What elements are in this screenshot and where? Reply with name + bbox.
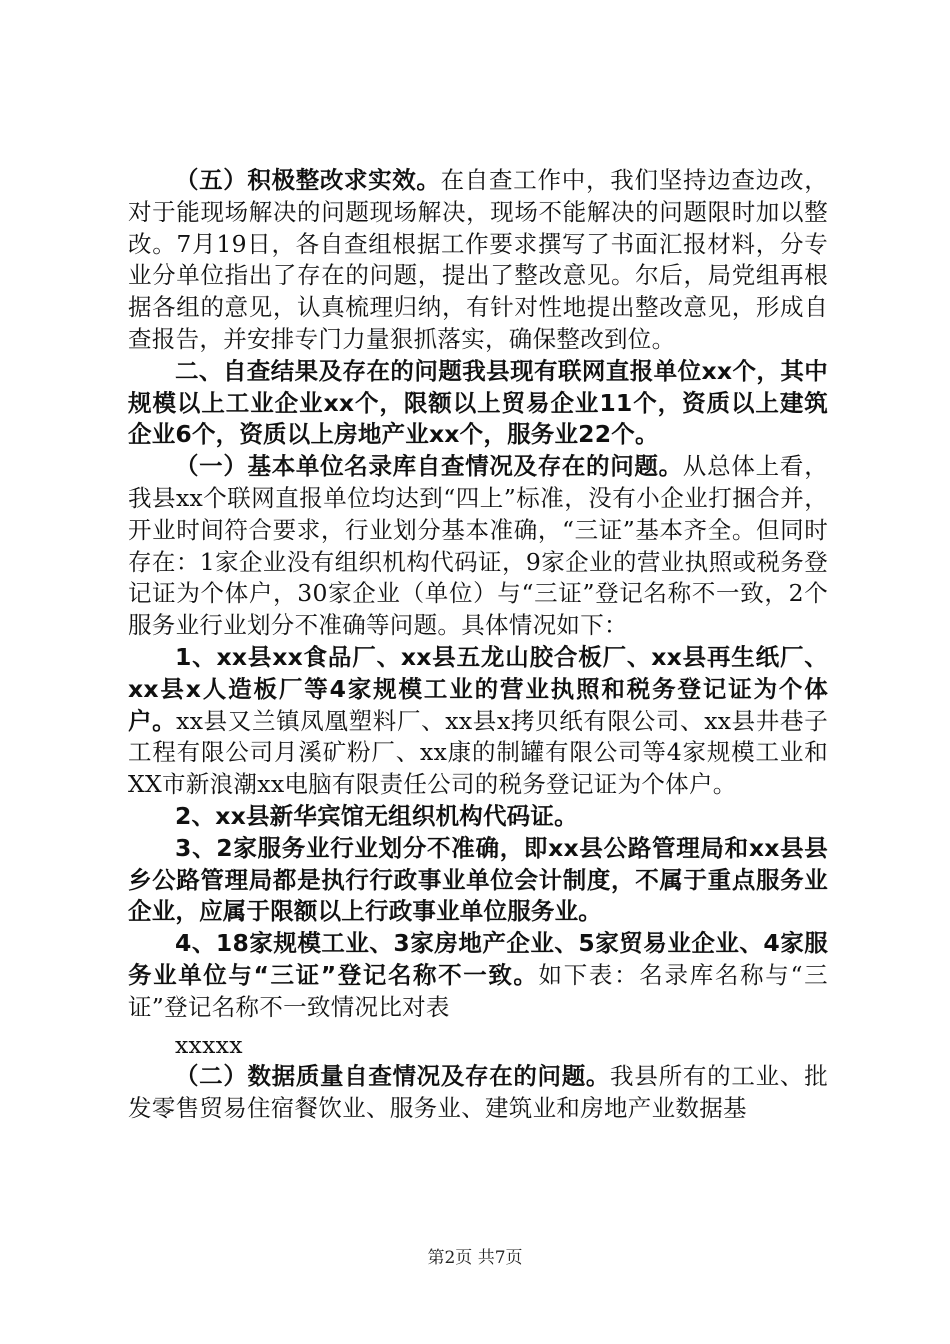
paragraph-text: 在自查工作中，我们坚持边查边改，对于能现场解决的问题现场解决，现场不能解决的问题限时加以整改。7月19日，各自查组根据工作要求撰写了书面汇报材料，分专业分单位指出了存在的问题，提出了整改意见。尔后，局党组再根据各组的意见，认真梳理归纳，有针对性地提出整改意见，形成自查报告，并安排专门力量狠抓落实，确保整改到位。 [128,166,828,353]
paragraph-basic-units [128,451,828,642]
page-number-footer: 第2页 共7页 [427,1248,523,1268]
list-item-lead: 3、2家服务业行业划分不准确，即xx县公路管理局和xx县县乡公路管理局都是执行行政事业单位会计制度，不属于重点服务业企业，应属于限额以上行政事业单位服务业。 [128,833,828,926]
subsection-heading-two: （二）数据质量自查情况及存在的问题。 [175,1062,611,1091]
paragraph-text: 我县所有的工业、批发零售贸易住宿餐饮业、服务业、建筑业和房地产业数据基 [128,1062,828,1123]
list-item-3 [128,833,828,928]
paragraph-text: 从总体上看，我县xx个联网直报单位均达到“四上”标准，没有小企业打捆合并，开业时间符合要求，行业划分基本准确，“三证”基本齐全。但同时存在：1家企业没有组织机构代码证，9家企业的营业执照或税务登记证为个体户，30家企业（单位）与“三证”登记名称不一致，2个服务业行业划分不准确等问题。具体情况如下： [128,452,828,640]
list-item-lead: 4、18家规模工业、3家房地产企业、5家贸易业企业、4家服务业单位与“三证”登记名称不一致。 [128,929,828,989]
section-heading-two: 二、自查结果及存在的问题我县现有联网直报单位xx个，其中规模以上工业企业xx个，限额以上贸易企业11个，资质以上建筑企业6个，资质以上房地产业xx个，服务业22个。 [128,356,828,449]
paragraph-rectification [128,165,828,356]
document-body [128,165,828,1125]
list-item-2 [128,801,828,833]
table-placeholder: xxxxx [175,1030,243,1059]
paragraph-data-quality [128,1061,828,1125]
list-item-4 [128,928,828,1023]
section-heading-five: （五）积极整改求实效。 [175,166,441,194]
paragraph-results-summary [128,356,828,451]
subsection-heading-one: （一）基本单位名录库自查情况及存在的问题。 [175,452,683,481]
list-item-lead: 1、xx县xx食品厂、xx县五龙山胶合板厂、xx县再生纸厂、xx县x人造板厂等4家规模工业的营业执照和税务登记证为个体户。 [128,642,828,735]
list-item-text: xx县又兰镇凤凰塑料厂、xx县x拷贝纸有限公司、xx县井巷子工程有限公司月溪矿粉厂、xx康的制罐有限公司等4家规模工业和XX市新浪潮xx电脑有限责任公司的税务登记证为个体户。 [128,706,828,799]
list-item-text: 如下表：名录库名称与“三证”登记名称不一致情况比对表 [128,960,828,1021]
list-item-lead: 2、xx县新华宾馆无组织机构代码证。 [175,801,578,830]
list-item-1 [128,642,828,801]
